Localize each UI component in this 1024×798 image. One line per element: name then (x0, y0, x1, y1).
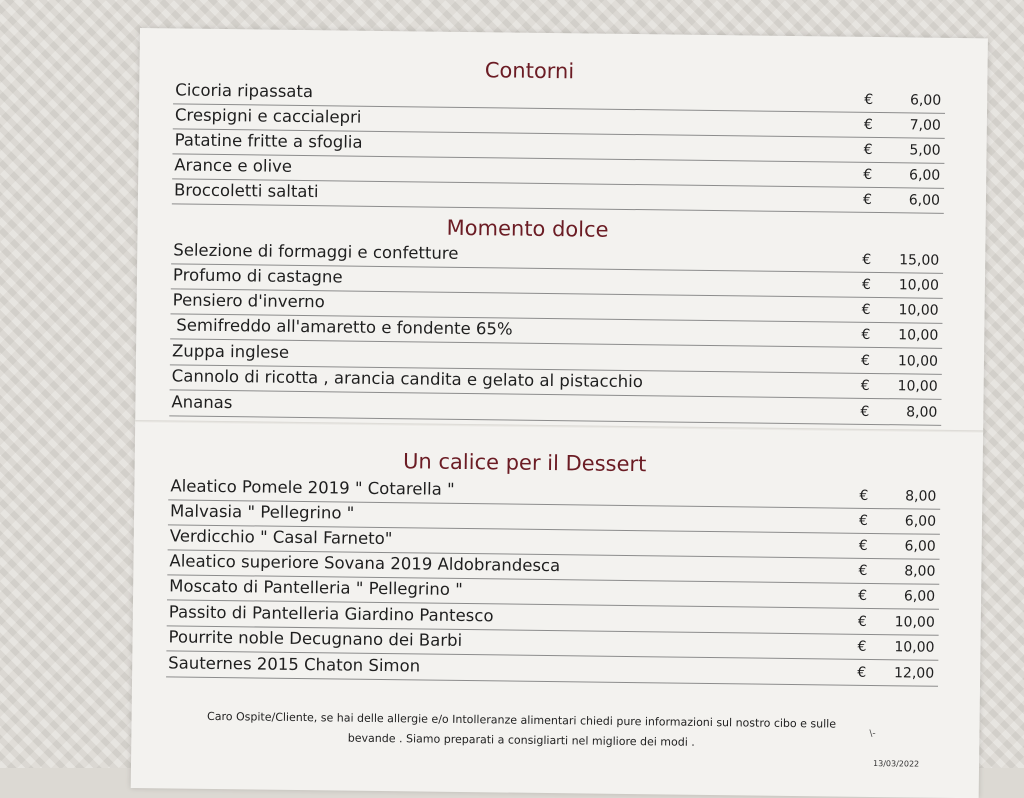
currency-symbol: € (859, 512, 869, 529)
currency-symbol: € (861, 326, 871, 343)
currency-symbol: € (858, 562, 868, 579)
item-name: Patatine fritte a sfoglia (174, 130, 363, 152)
item-price: 5,00 (909, 142, 941, 159)
currency-symbol: € (863, 116, 873, 133)
item-name: Selezione di formaggi e confetture (173, 240, 459, 263)
item-price: 8,00 (905, 488, 937, 505)
item-name: Arance e olive (174, 155, 293, 176)
item-name: Profumo di castagne (172, 265, 343, 287)
currency-symbol: € (864, 91, 874, 108)
item-name: Aleatico Pomele 2019 " Cotarella " (170, 476, 455, 499)
section-title-dessert-wine: Un calice per il Dessert (402, 449, 647, 477)
currency-symbol: € (857, 613, 867, 630)
currency-symbol: € (858, 587, 868, 604)
item-name: Sauternes 2015 Chaton Simon (168, 653, 421, 676)
item-price: 6,00 (909, 92, 942, 109)
menu-sheet (131, 28, 988, 798)
item-name: Passito di Pantelleria Giardino Pantesco (168, 602, 494, 626)
currency-symbol: € (857, 664, 867, 681)
item-price: 7,00 (909, 117, 941, 134)
item-name: Semifreddo all'amaretto e fondente 65% (176, 315, 513, 339)
item-price: 8,00 (906, 404, 938, 421)
currency-symbol: € (861, 276, 872, 293)
item-name: Cannolo di ricotta , arancia candita e gelato al pistacchio (171, 366, 644, 392)
allergy-note-line1: Caro Ospite/Cliente, se hai delle allergie e/o Intolleranze alimentari chiedi pure informazioni sul nostro cibo e sulle (207, 709, 837, 731)
item-price: 6,00 (908, 192, 941, 209)
item-price: 12,00 (893, 665, 935, 682)
currency-symbol: € (860, 377, 870, 394)
item-price: 10,00 (897, 378, 938, 395)
currency-symbol: € (862, 251, 872, 268)
section-title-contorni: Contorni (484, 58, 575, 84)
item-name: Pourrite noble Decugnano dei Barbi (168, 627, 463, 650)
item-price: 15,00 (899, 252, 940, 269)
item-name: Malvasia " Pellegrino " (169, 501, 355, 523)
item-name: Verdicchio " Casal Farneto" (169, 526, 393, 549)
item-price: 10,00 (898, 327, 939, 344)
currency-symbol: € (858, 537, 868, 554)
item-price: 10,00 (894, 639, 935, 656)
item-price: 6,00 (904, 513, 937, 530)
handwritten-mark: \- (869, 728, 876, 740)
currency-symbol: € (857, 638, 867, 655)
menu-date: 13/03/2022 (873, 759, 920, 769)
item-price: 10,00 (898, 277, 940, 294)
currency-symbol: € (861, 301, 871, 318)
item-name: Ananas (171, 392, 233, 413)
item-price: 6,00 (908, 167, 941, 184)
item-name: Pensiero d'inverno (172, 290, 325, 312)
currency-symbol: € (863, 141, 873, 158)
allergy-note-line2: bevande . Siamo preparati a consigliarti nel migliore dei modi . (347, 731, 695, 749)
allergy-note (171, 706, 871, 755)
currency-symbol: € (860, 352, 871, 369)
item-name: Zuppa inglese (171, 341, 290, 362)
item-price: 6,00 (903, 588, 936, 605)
item-name: Moscato di Pantelleria " Pellegrino " (169, 576, 463, 599)
currency-symbol: € (862, 191, 873, 208)
item-name: Aleatico superiore Sovana 2019 Aldobrandesca (169, 551, 561, 576)
currency-symbol: € (859, 487, 869, 504)
item-name: Cicoria ripassata (175, 80, 314, 102)
item-price: 8,00 (904, 563, 936, 580)
item-price: 10,00 (897, 353, 939, 370)
currency-symbol: € (860, 403, 870, 420)
section-title-dolce: Momento dolce (446, 215, 609, 242)
item-price: 10,00 (894, 614, 935, 631)
item-name: Crespigni e caccialepri (174, 105, 362, 127)
item-name: Broccoletti saltati (173, 180, 319, 202)
item-price: 10,00 (898, 302, 939, 319)
item-price: 6,00 (904, 538, 936, 555)
currency-symbol: € (863, 166, 873, 183)
